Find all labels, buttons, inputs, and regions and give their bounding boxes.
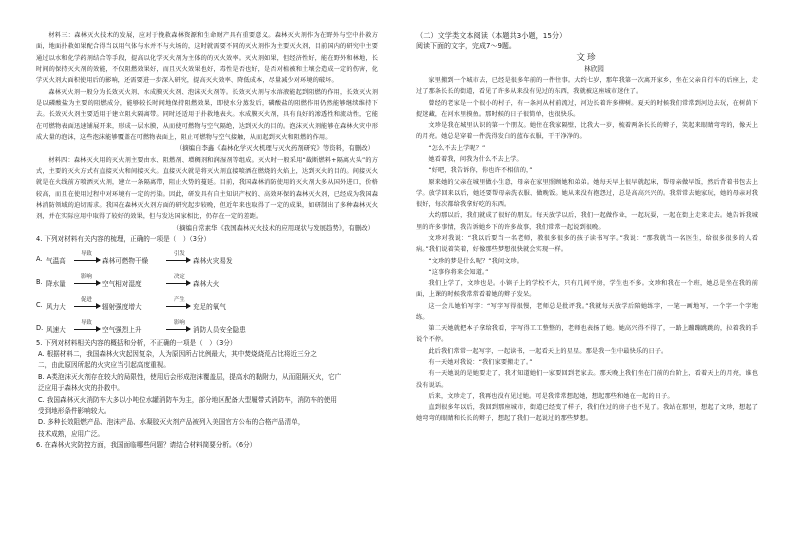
question-5-line[interactable]: B. A类泡沫灭火剂存在较大的局限性，使用后会形成泡沫覆盖层，提高水的黏附力，从而阻隔灭火，它广 — [38, 372, 342, 381]
question-5-stem: 5. 下列对材料相关内容的概括和分析，不正确的一项是（ ）（3分） — [36, 338, 237, 347]
story-paragraph: 文珍是我在城里认识的第一个朋友。她住在我家隔壁，比我大一岁，梳着两条长长的辫子，笑起来眼睛弯弯的，像天上的月亮。她总是穿着一件洗得发白的蓝布衣服，干干净净的。 — [416, 122, 758, 141]
story-paragraph: 曾经的老家是一个很小的村子，有一条河从村前流过，河边长着许多柳树。夏天的时候我们常常到河边去玩，在树荫下捉迷藏，在河水里摸鱼。那时候的日子很简单，也很快乐。 — [416, 99, 758, 118]
story-paragraph: “文珍的梦是什么呢？”我问文珍。 — [428, 257, 524, 265]
arrow-icon — [74, 260, 100, 261]
arrow-icon — [166, 329, 190, 330]
arrow-icon — [74, 306, 100, 307]
story-paragraph: “好吧，我告诉你，你也许不相信的，” — [428, 167, 533, 175]
question-4-option-b[interactable]: B. 降水量 影响 空气相对湿度 决定 森林大火 — [36, 273, 220, 288]
right-column — [416, 30, 758, 425]
arrow-icon — [74, 283, 100, 284]
question-6-stem: 6. 在森林火灾防控方面，我国面临哪些问题？请结合材料简要分析。（6分） — [36, 441, 257, 450]
story-paragraph: 这一会儿她怕写字：“写字写得很慢，老师总是批评我。”我就每天放学后陪她练字，一笔一画地写，一个字一个字地练。 — [416, 302, 758, 321]
question-5-line[interactable]: C. 我国森林灭火消防车大多以小吨位水罐消防车为主，部分地区配备大型履带式消防车，消防车的使用 — [38, 395, 337, 404]
arrow-icon — [166, 283, 190, 284]
story-paragraph: “怎么不去上学呢？” — [428, 144, 486, 152]
question-4-stem: 4. 下列对材料有关内容的梳理，正确的一项是（ ）（3分） — [36, 235, 211, 244]
story-paragraph: 有一天她对我说：“我们家要搬走了。” — [428, 359, 533, 367]
question-5-line[interactable]: D. 多种长效阻燃产品、泡沫产品、水凝胶灭火剂产品被列入美国官方公布的合格产品清单， — [38, 418, 305, 427]
arrow-icon — [74, 329, 100, 330]
story-paragraph: 有一天她说的是她要走了，我才知道她们一家要回到老家去。那天晚上我们坐在门前的台阶上，看着天上的月亮，谁也没有说话。 — [416, 370, 758, 389]
story-paragraph: 家里搬到一个城市去，已经是很多年前的一件往事。大约七岁，那年我第一次离开家乡，坐在父亲自行车的后座上，走过了那条长长的街道，看见了许多从来没有见过的东西，我就被这座城市迷住了。 — [416, 77, 758, 96]
story-paragraph: 她看着我，问我为什么不去上学。 — [428, 155, 523, 163]
question-5-line[interactable]: A. 根据材料二，我国森林火灾起因复杂，人为原因所占比例最大，其中焚烧烧荒占比将近三分之 — [38, 349, 317, 358]
story-paragraph: 大约那以后，我们就成了很好的朋友。每天放学以后，我们一起做作业，一起玩耍，一起在街上走来走去。她告诉我城里的许多事情，我告诉她乡下的许多故事，我们常常一起说到很晚。 — [416, 212, 758, 231]
question-4-option-d[interactable]: D. 风速大 导致 空气强烈上升 影响 消防人员安全隐患 — [36, 319, 246, 334]
source-citation: （摘编自常素华《我国森林灭火技术的应用现状与发展趋势》，有删改） — [172, 223, 374, 232]
section-title: （二）文学类文本阅读（本题共3小题，15分） — [416, 31, 567, 40]
source-citation: （摘编自李鑫《森林化学灭火机理与灭火药剂研究》等资料，有删改） — [175, 144, 374, 153]
question-4-option-c[interactable]: C. 风力大 促进 辐射强度增大 产生 充足的氧气 — [36, 296, 226, 311]
question-5-line: 二，由此原因所起的火灾应当引起高度重视。 — [38, 361, 170, 370]
material-four-paragraph: 材料四：森林灭火用的灭火剂主要由水、阻燃剂、增稠剂和润湿剂等组成。灭火时一般采用“截断燃料+隔离火头”的方式，主要的灭火方式有直接灭火和间接灭火。直接灭火就是将灭火剂直接喷洒在燃烧的火焰上，达到灭火的目的。间接灭火就是在火线前方喷洒灭火剂，建立一条隔离带，阻止火势的蔓延。目前，我国森林消防使用的灭火剂大多从国外进口，价格较高，而且在使用过程中对环境有一定的污染。因此，研发具有自主知识产权的、高效环保的森林灭火剂，已经成为我国森林消防领域的迫切需求。我国在森林灭火剂方面的研究起步较晚，但近年来也取得了一定的成果，如研制出了多种森林灭火剂，并在实际应用中取得了较好的效果，但与发达国家相比，仍存在一定的差距。 — [36, 156, 378, 221]
story-title: 文珍 — [576, 53, 598, 63]
left-column — [36, 30, 378, 452]
story-paragraph: 第二天她就把本子拿给我看，字写得工工整整的，老师也表扬了她。她高兴得不得了，一路上蹦蹦跳跳的，拉着我的手说个不停。 — [416, 325, 758, 344]
story-body — [416, 75, 758, 425]
story-paragraph: “这事你将来会知道。” — [428, 268, 489, 276]
story-paragraph: 此后我们常常一起写字，一起读书，一起看天上的星星。那是我一生中最快乐的日子。 — [428, 347, 668, 355]
question-5-line: 泛应用于森林火灾的扑救中。 — [38, 384, 124, 393]
arrow-icon — [166, 306, 190, 307]
question-5-line: 受到地形条件影响较大。 — [38, 406, 111, 415]
story-paragraph: 直到很多年以后，我回到那座城市，街道已经变了样子，我们住过的房子也不见了。我站在那里，想起了文珍，想起了她弯弯的眼睛和长长的辫子，想起了我们一起说过的那些梦想。 — [416, 404, 758, 423]
story-paragraph: 后来，文珍走了，我再也没有见过她。可是我常常想起她，想起那些和她在一起的日子。 — [428, 392, 674, 400]
story-paragraph: 原来她的父亲在城里做小生意，母亲在家里照顾她和弟弟。她每天早上很早就起床，帮母亲做早饭，然后背着书包去上学。放学回来以后，她还要帮母亲洗衣服、做晚饭。她从来没有抱怨过，总是高高兴兴的。我常常去她家玩，她的母亲对我很好，每次都给我拿好吃的东西。 — [416, 178, 758, 209]
material-three-paragraph-2: 森林灭火剂一般分为长效灭火剂、水成膜灭火剂、泡沫灭火剂等。长效灭火剂与水溶液能起到阻燃的作用，长效灭火剂是以磷酸盐为主要的阻燃成分，能够较长时间地保持阻燃效果，即使水分蒸发后，磷酸盐的阻燃作用仍然能够继续维持下去。长效灭火剂主要适用于建立阻火隔离带。同时还适用于扑救地表火。水成膜灭火剂，具有良好的渗透性和流动性，它能在可燃物表面迅速铺展开来，形成一层水膜，从而使可燃物与空气隔绝，达到灭火的目的。泡沫灭火剂能够在森林火灾中形成大量的泡沫，这些泡沫能够覆盖在可燃物表面上，阻止可燃物与空气接触，从而起到灭火和阻燃的作用。 — [36, 88, 378, 142]
question-5-line: 技术成熟，应用广泛。 — [38, 429, 104, 438]
material-three-paragraph: 材料三：森林灭火技术的发展，应对于挽救森林资源和生命财产具有重要意义。森林灭火剂作为在野外与空中扑救方面，地面扑救如果配合得当以用气体与水并不与火场的，这时就需要不同的灭火剂作为主要灭火剂，目前国内的研究中主要通过以水和化学药剂结合等手段，提高以化学灭火剂为主体的的灭火效率。灭火剂如果，但经济性好，能在野外和林地，长时间的保持灭火剂的效能，不仅阻燃效果好，而且灭火效果也好，毒性是否也好，是否对植被和土壤会造成一定的伤害，化学灭火剂大面积使用后的影响，还需要进一步深入研究，提高灭火效率、降低成本，尽量减少对环境的破坏。 — [36, 32, 378, 85]
story-paragraph: 我们上学了，文珍也是。小镇子上的学校不大，只有几间平房，学生也不多。文珍和我在一个班，她总是坐在我的前面，上课的时候我常常看着她的辫子发呆。 — [416, 280, 758, 299]
story-author: 林欣园 — [584, 65, 604, 73]
question-4-option-a[interactable]: A. 气温高 导致 森林可燃物干燥 引发 森林火灾易发 — [36, 250, 233, 265]
story-paragraph: 文珍对我说：“我以后要当一名老师，教很多很多的孩子读书写字。”我说：“那我就当一名医生，给很多很多的人看病。”我们说着笑着，好像那些梦想很快就会实现一样。 — [416, 234, 758, 254]
arrow-icon — [166, 260, 190, 261]
section-intro: 阅读下面的文字，完成7～9题。 — [416, 42, 516, 50]
